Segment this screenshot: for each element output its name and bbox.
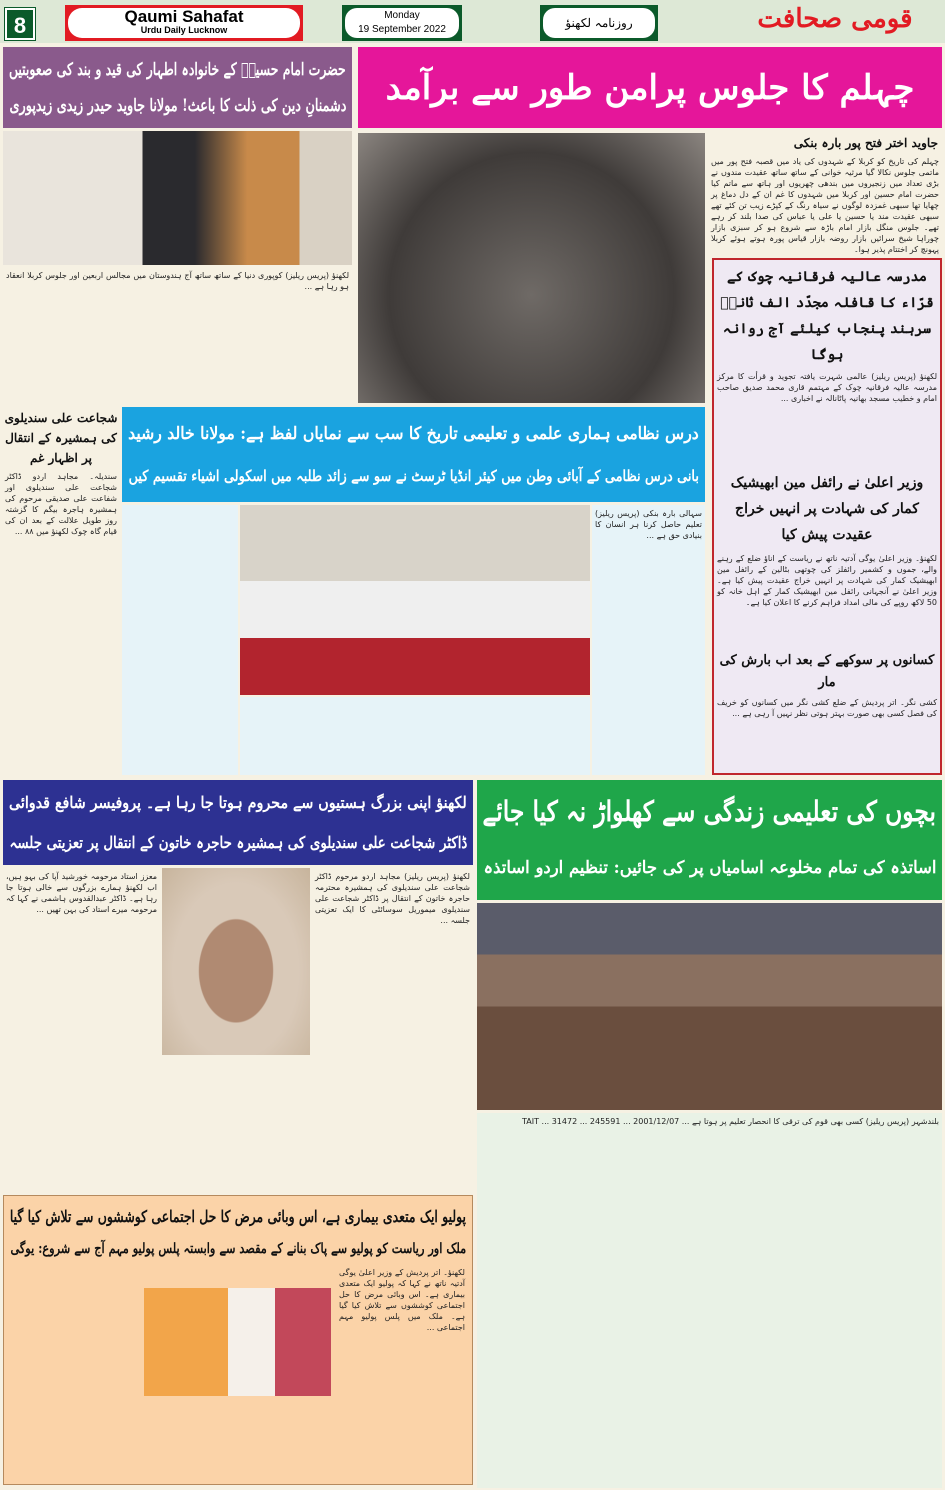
polio-photo [144,1288,331,1396]
darse-headline [122,407,705,502]
madrasa-headline: مدرسہ عالیہ فرقانیہ چوک کے قرّاء کا قافلہ مجدّد الف ثانیؒ سرہند پنجاب کیلئے آج روانہ ہوگا [720,269,934,363]
children-headline [477,780,942,900]
lucknow-body: لکھنؤ (پریس ریلیز) مجاہد اردو مرحوم ڈاکٹر شجاعت علی سندیلوی کی ہمشیرہ محترمہ حاجرہ خاتون کے انتقال پر ڈاکٹر شجاعت علی سندیلوی میموریل سوسائٹی کا ایک تعزیتی جلسہ ... [315,872,470,925]
chehlum-byline: جاوید اختر فتح پور بارہ بنکی [793,136,938,150]
children-headline-line2: اساتذہ کی تمام مخلوعہ اسامیاں پر کی جائیں: تنظیم اردو اساتذہ [482,858,936,878]
cm-headline: وزیر اعلیٰ نے رائفل مین ابھیشیک کمار کی شہادت پر انہیں خراج عقیدت پیش کیا [730,475,924,543]
darse-body: سہالی بارہ بنکی (پریس ریلیز) تعلیم حاصل کرنا ہر انسان کا بنیادی حق ہے ... [592,505,705,775]
imam-headline [3,47,352,128]
children-body: بلندشہر (پریس ریلیز) کسی بھی قوم کی ترقی کا انحصار تعلیم پر ہوتا ہے ... 2001/12/07 ... 245591 ... 31472 ... TAIT [477,1113,942,1488]
date-box [342,5,462,41]
logo-title: Qaumi Sahafat [124,7,244,26]
imam-headline-line1: حضرت امام حسینؓ کے خانوادہ اطہار کی قید و بند کی صعوبتیں [9,59,346,80]
chehlum-column [708,133,942,255]
darse-headline-line2: بانی درس نظامی کے آبائی وطن میں کیئر انڈیا ٹرسٹ نے سو سے زائد طلبہ میں اسکولی اشیاء تقسیم کیں [128,466,699,485]
farmers-headline: کسانوں پر سوکھے کے بعد اب بارش کی مار [719,653,935,690]
chehlum-headline [358,47,942,128]
darse-headline-line1: درس نظامی ہماری علمی و تعلیمی تاریخ کا سب سے نمایاں لفظ ہے: مولانا خالد رشید [128,423,699,444]
day: Monday [384,10,420,21]
cm-body: لکھنؤ۔ وزیر اعلیٰ یوگی آدتیہ ناتھ نے ریاست کے اناؤ ضلع کے رہنے والے، جموں و کشمیر رائفلز کی چوتھی بٹالین کے رائفل مین ابھیشیک کمار کی شہادت پر انہیں خراج عقیدت پیش کیا ہے۔ وزیر اعلیٰ نے آنجہانی رائفل مین ابھیشیک کمار کے اہل خانہ کو 50 لاکھ روپے کی مالی امداد فراہم کرنے کا اعلان کیا ہے۔ [717,554,937,607]
chehlum-body: چہلم کی تاریخ کو کربلا کے شہدوں کی یاد میں قصبہ فتح پور میں ماتمی جلوس نکالا گیا مرثیہ خوانی کے ساتھ ساتھ عقیدت مندوں نے بڑی تعداد میں زنجیروں میں بندھی چھریوں اور ہاتھ سے ماتم کیا حضرت امام حسین اور کربلا میں شہدوں کا غم ان کے دل دماغ پر چھایا تھا سبھی غمزدہ لوگوں نے سیاہ رنگ کے کپڑے زیب تن کئے تھے سبھی عقیدت مند یا حسین یا علی یا عباس کی صدا بلند کر رہے تھے۔ جلوس منگل بازار امام باڑہ سے شروع ہو کر سبزی بازار چوراہا شیخ سرائیں بازار روضہ بازار قیاس پورہ ہوتے ہوئے کربلا پہونچ کر اختتام پذیر ہوا۔ [711,157,939,254]
madrasa-body: لکھنؤ (پریس ریلیز) عالمی شہرت یافتہ تجوید و قرأت کا مرکز مدرسہ عالیہ فرقانیہ چوک کے مہتمم قاری محمد صدیق صاحب امام و خطیب مسجد بھانیہ پاٹانالہ نے اخباری ... [717,372,937,403]
english-logo [65,5,303,41]
lucknow-headline-line1: لکھنؤ اپنی بزرگ ہستیوں سے محروم ہوتا جا رہا ہے۔ پروفیسر شافع قدوائی [9,792,467,812]
lucknow-body3 [162,1057,310,1186]
lucknow-headline-line2: ڈاکٹر شجاعت علی سندیلوی کی ہمشیرہ حاجرہ خاتون کے انتقال پر تعزیتی جلسہ [9,832,467,852]
darse-photo [240,505,590,695]
darse-body-col2 [122,505,238,775]
urdu-masthead: قومی صحافت [757,4,913,34]
procession-photo [358,133,705,403]
roznama-label: روزنامہ لکھنؤ [543,8,655,38]
date: 19 September 2022 [358,24,446,35]
imam-headline-line2: دشمنانِ دین کی ذلت کا باعث! مولانا جاوید حیدر زیدی زیدپوری [9,95,346,116]
polio-box [3,1195,473,1485]
imam-body: لکھنؤ (پریس ریلیز) کوپوری دنیا کے ساتھ ساتھ آج ہندوستان میں مجالس اربعین اور جلوس کربلا انعقاد ہو رہا ہے ... [6,271,349,291]
shujaat-headline: شجاعت علی سندیلوی کی ہمشیرہ کے انتقال پر اظہار غم [4,411,118,465]
darse-body-col3 [240,697,590,775]
lucknow-body2: معزز استاد مرحومہ خورشید آپا کی بہو ہیں، اب لکھنؤ ہمارے بزرگوں سے خالی ہوتا جا رہا ہے۔ ڈاکٹر عبدالقدوس ہاشمی نے کہا کہ مرحومہ میرے استاد کی بہن تھیں ... [6,872,157,914]
polio-headline-line1: پولیو ایک متعدی بیماری ہے، اس وبائی مرض کا حل اجتماعی کوششوں سے تلاش کیا گیا [9,1207,467,1226]
classroom-photo [477,903,942,1110]
logo-subtitle: Urdu Daily Lucknow [140,25,228,35]
shujaat-body: سندیلہ۔ مجاہد اردو ڈاکٹر شجاعت علی سندیلوی اور شفاعت علی صدیقی مرحوم کی ہمشیرہ ہاجرہ بیگم کا گزشتہ روز طویل علالت کے بعد ان کی قیام گاہ چوک لکھنؤ میں ۸۸ ... [5,472,117,536]
shujaat-column [2,408,120,775]
imam-photo [3,131,352,265]
lucknow-headline [3,780,473,865]
polio-headline-line2: ملک اور ریاست کو پولیو سے پاک بنانے کے مقصد سے وابستہ پلس پولیو مہم آج سے شروع: یوگی [10,1241,466,1257]
chehlum-headline-text: چہلم کا جلوس پرامن طور سے برآمد [385,68,915,108]
right-box [712,258,942,775]
roznama-box [540,5,658,41]
page-number: 8 [5,8,35,40]
children-headline-line1: بچوں کی تعلیمی زندگی سے کھلواڑ نہ کیا جائے [482,795,937,828]
farmers-body: کشی نگر۔ اتر پردیش کے ضلع کشی نگر میں کسانوں کو خریف کی فصل کسی بھی صورت بہتر ہوتی نظر نہیں آ رہی ہے ... [717,698,937,718]
elderly-woman-photo [162,868,310,1055]
polio-body: لکھنؤ۔ اتر پردیش کے وزیر اعلیٰ یوگی آدتیہ ناتھ نے کہا کہ پولیو ایک متعدی بیماری ہے۔ اس وبائی مرض کا حل اجتماعی کوششوں سے تلاش کیا گیا ہے۔ ملک میں پلس پولیو مہم اجتماعی ... [339,1268,465,1332]
